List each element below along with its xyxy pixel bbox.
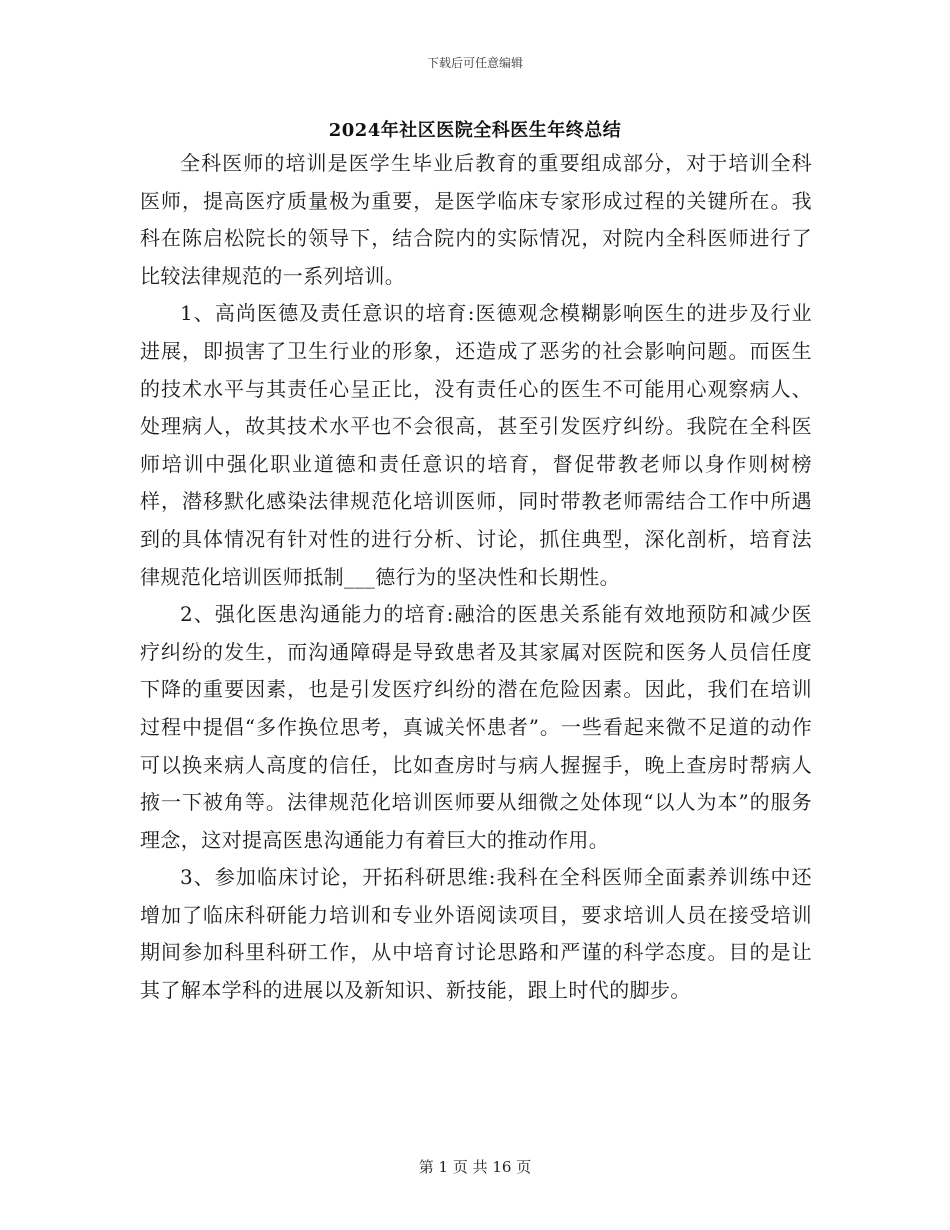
- document-body: [140, 145, 812, 1010]
- header-note: 下载后可任意编辑: [426, 56, 523, 70]
- paragraph-section-1: 1、高尚医德及责任意识的培育:医德观念模糊影响医生的进步及行业进展，即损害了卫生行业的形象，还造成了恶劣的社会影响问题。而医生的技术水平与其责任心呈正比，没有责任心的医生不可能用心观察病人、处理病人，故其技术水平也不会很高，甚至引发医疗纠纷。我院在全科医师培训中强化职业道德和责任意识的培育，督促带教老师以身作则树榜样，潜移默化感染法律规范化培训医师，同时带教老师需结合工作中所遇到的具体情况有针对性的进行分析、讨论，抓住典型，深化剖析，培育法律规范化培训医师抵制___德行为的坚决性和长期性。: [140, 301, 812, 589]
- paragraph-section-3: 3、参加临床讨论，开拓科研思维:我科在全科医师全面素养训练中还增加了临床科研能力培训和专业外语阅读项目，要求培训人员在接受培训期间参加科里科研工作，从中培育讨论思路和严谨的科学态度。目的是让其了解本学科的进展以及新知识、新技能，跟上时代的脚步。: [140, 865, 812, 1003]
- document-title: 2024年社区医院全科医生年终总结: [328, 120, 622, 141]
- paragraph-section-2: 2、强化医患沟通能力的培育:融洽的医患关系能有效地预防和减少医疗纠纷的发生，而沟通障碍是导致患者及其家属对医院和医务人员信任度下降的重要因素，也是引发医疗纠纷的潜在危险因素。因此，我们在培训过程中提倡“多作换位思考，真诚关怀患者”。一些看起来微不足道的动作可以换来病人高度的信任，比如查房时与病人握握手，晚上查房时帮病人掖一下被角等。法律规范化培训医师要从细微之处体现“以人为本”的服务理念，这对提高医患沟通能力有着巨大的推动作用。: [140, 602, 812, 852]
- page-number-footer: 第 1 页 共 16 页: [418, 1158, 532, 1176]
- paragraph-intro: 全科医师的培训是医学生毕业后教育的重要组成部分，对于培训全科医师，提高医疗质量极为重要，是医学临床专家形成过程的关键所在。我科在陈启松院长的领导下，结合院内的实际情况，对院内全科医师进行了比较法律规范的一系列培训。: [140, 151, 812, 288]
